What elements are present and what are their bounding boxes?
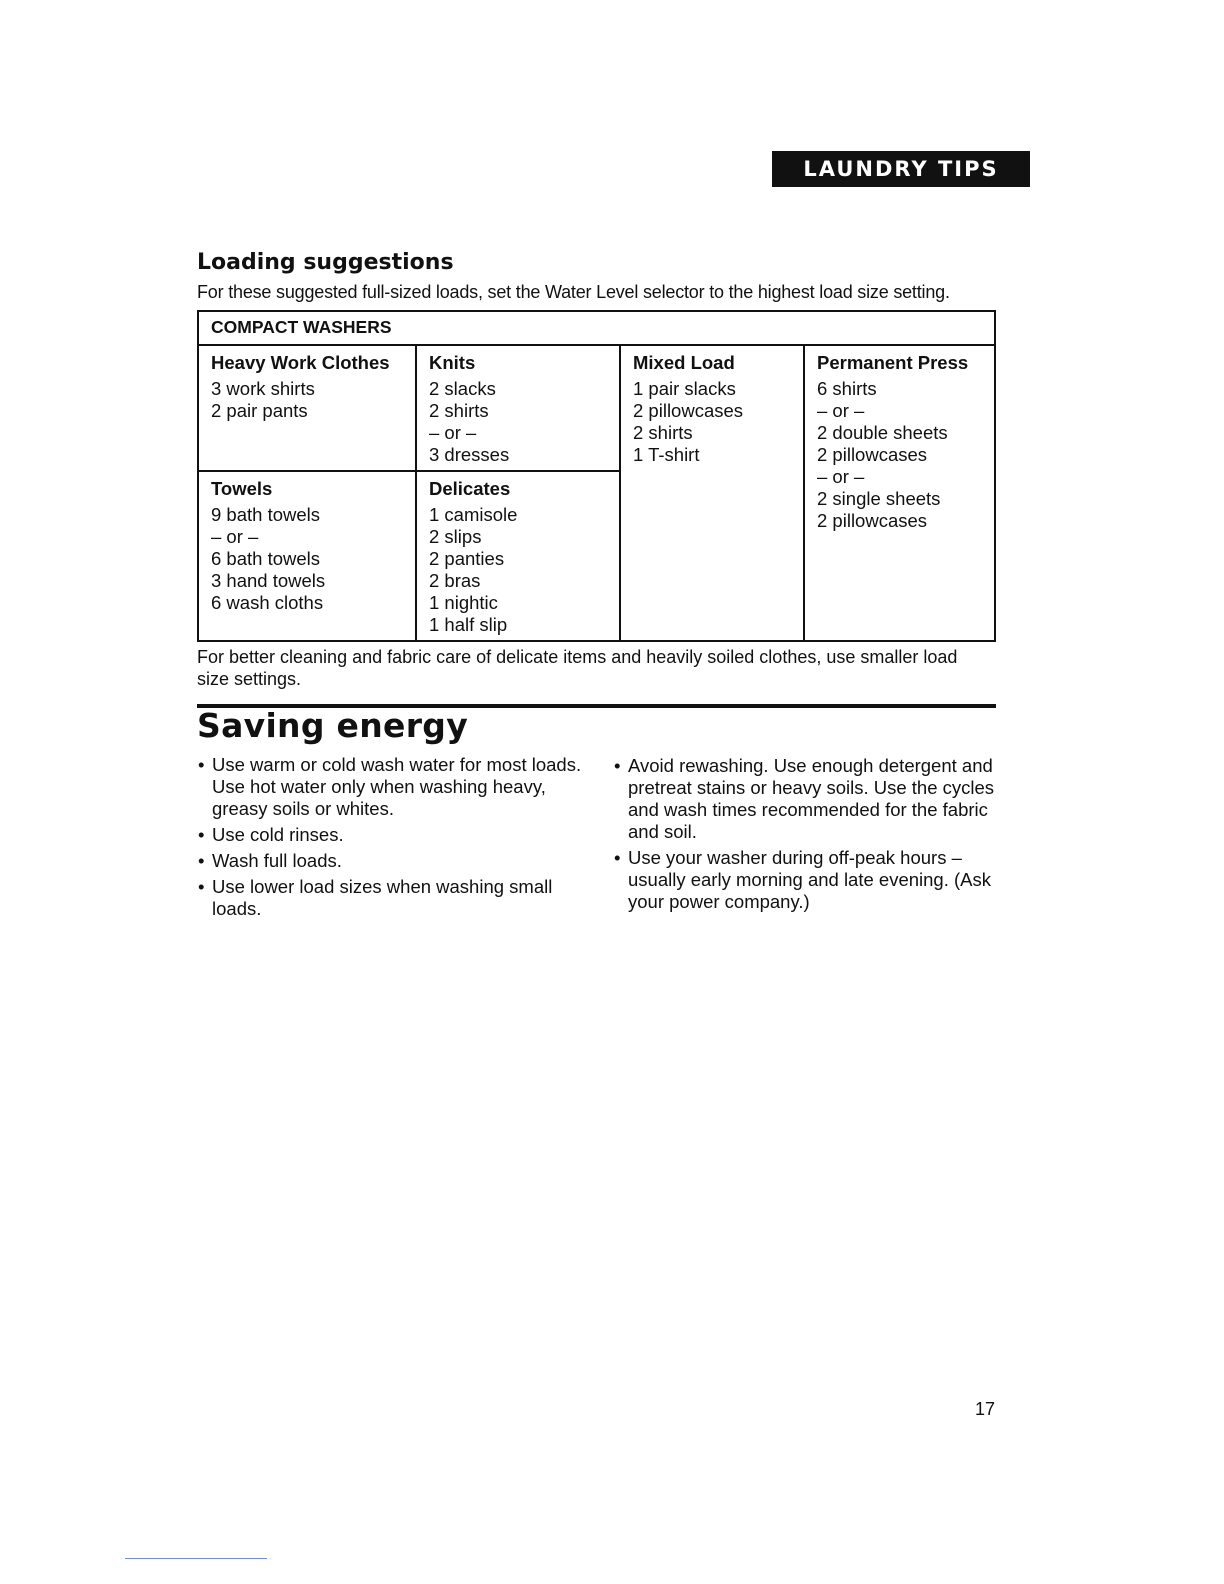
tip-text: Use lower load sizes when washing small loads. xyxy=(212,876,553,919)
page-number: 17 xyxy=(975,1399,996,1419)
compact-washers-table xyxy=(197,310,996,642)
load-item: 2 single sheets xyxy=(817,488,941,509)
load-item: 6 shirts xyxy=(817,378,877,399)
load-item: 9 bath towels xyxy=(211,504,321,525)
delicates-cell xyxy=(416,471,620,641)
loading-suggestions-heading: Loading suggestions xyxy=(197,250,454,275)
energy-tip xyxy=(614,755,999,843)
load-item: 2 pillowcases xyxy=(817,510,928,531)
loading-intro-text: For these suggested full-sized loads, set the Water Level selector to the highest load size setting. xyxy=(197,282,950,302)
load-item: 1 camisole xyxy=(429,504,518,525)
category-items xyxy=(211,378,405,422)
heavy-work-cell xyxy=(198,345,416,471)
category-title: Knits xyxy=(429,352,476,373)
mixed-load-cell xyxy=(620,345,804,641)
load-item: 2 slips xyxy=(429,526,482,547)
load-item: – or – xyxy=(817,400,865,421)
bullet-icon: • xyxy=(198,754,205,775)
tip-text: Use warm or cold wash water for most loads. Use hot water only when washing heavy, greasy soils or whites. xyxy=(212,754,582,819)
saving-energy-heading: Saving energy xyxy=(197,706,469,745)
category-items xyxy=(211,504,405,614)
load-item: 6 bath towels xyxy=(211,548,321,569)
load-item: 2 pillowcases xyxy=(633,400,744,421)
load-item: 6 wash cloths xyxy=(211,592,324,613)
load-item: 1 pair slacks xyxy=(633,378,736,399)
category-items xyxy=(429,504,609,636)
category-items xyxy=(817,378,984,532)
smaller-load-note: For better cleaning and fabric care of delicate items and heavily soiled clothes, use smaller load size settings. xyxy=(197,647,958,689)
table-title: COMPACT WASHERS xyxy=(198,311,995,345)
load-item: 1 nightic xyxy=(429,592,498,613)
knits-cell xyxy=(416,345,620,471)
bullet-icon: • xyxy=(614,847,621,868)
energy-tips-right xyxy=(614,755,999,917)
towels-cell xyxy=(198,471,416,641)
category-title: Mixed Load xyxy=(633,352,735,373)
bullet-icon: • xyxy=(198,824,205,845)
load-item: – or – xyxy=(211,526,259,547)
load-item: 1 T-shirt xyxy=(633,444,700,465)
category-title: Permanent Press xyxy=(817,352,969,373)
tip-text: Use your washer during off-peak hours – usually early morning and late evening. (Ask your power company.) xyxy=(628,847,991,912)
section-tab-laundry-tips: LAUNDRY TIPS xyxy=(772,151,1030,187)
load-item: – or – xyxy=(429,422,477,443)
category-items xyxy=(633,378,793,466)
load-item: 2 shirts xyxy=(429,400,489,421)
category-items xyxy=(429,378,609,466)
footer-link-underline xyxy=(125,1558,267,1559)
bullet-icon: • xyxy=(614,755,621,776)
category-title: Delicates xyxy=(429,478,511,499)
load-item: 2 pair pants xyxy=(211,400,308,421)
load-item: 1 half slip xyxy=(429,614,508,635)
category-title: Towels xyxy=(211,478,273,499)
energy-tip xyxy=(614,847,999,913)
permanent-press-cell xyxy=(804,345,995,641)
energy-tips-left xyxy=(198,754,588,924)
energy-tip xyxy=(198,824,588,846)
tip-text: Avoid rewashing. Use enough detergent and pretreat stains or heavy soils. Use the cycles and wash times recommended for the fabric and soil. xyxy=(628,755,995,842)
load-item: 3 work shirts xyxy=(211,378,315,399)
tip-text: Wash full loads. xyxy=(212,850,342,871)
load-item: 3 hand towels xyxy=(211,570,326,591)
bullet-icon: • xyxy=(198,876,205,897)
load-item: – or – xyxy=(817,466,865,487)
energy-tip xyxy=(198,850,588,872)
load-item: 2 panties xyxy=(429,548,505,569)
load-item: 2 slacks xyxy=(429,378,496,399)
bullet-icon: • xyxy=(198,850,205,871)
category-title: Heavy Work Clothes xyxy=(211,352,390,373)
load-item: 2 double sheets xyxy=(817,422,948,443)
load-item: 2 bras xyxy=(429,570,481,591)
energy-tip xyxy=(198,754,588,820)
load-item: 2 shirts xyxy=(633,422,693,443)
energy-tip xyxy=(198,876,588,920)
load-item: 3 dresses xyxy=(429,444,510,465)
tip-text: Use cold rinses. xyxy=(212,824,344,845)
load-item: 2 pillowcases xyxy=(817,444,928,465)
